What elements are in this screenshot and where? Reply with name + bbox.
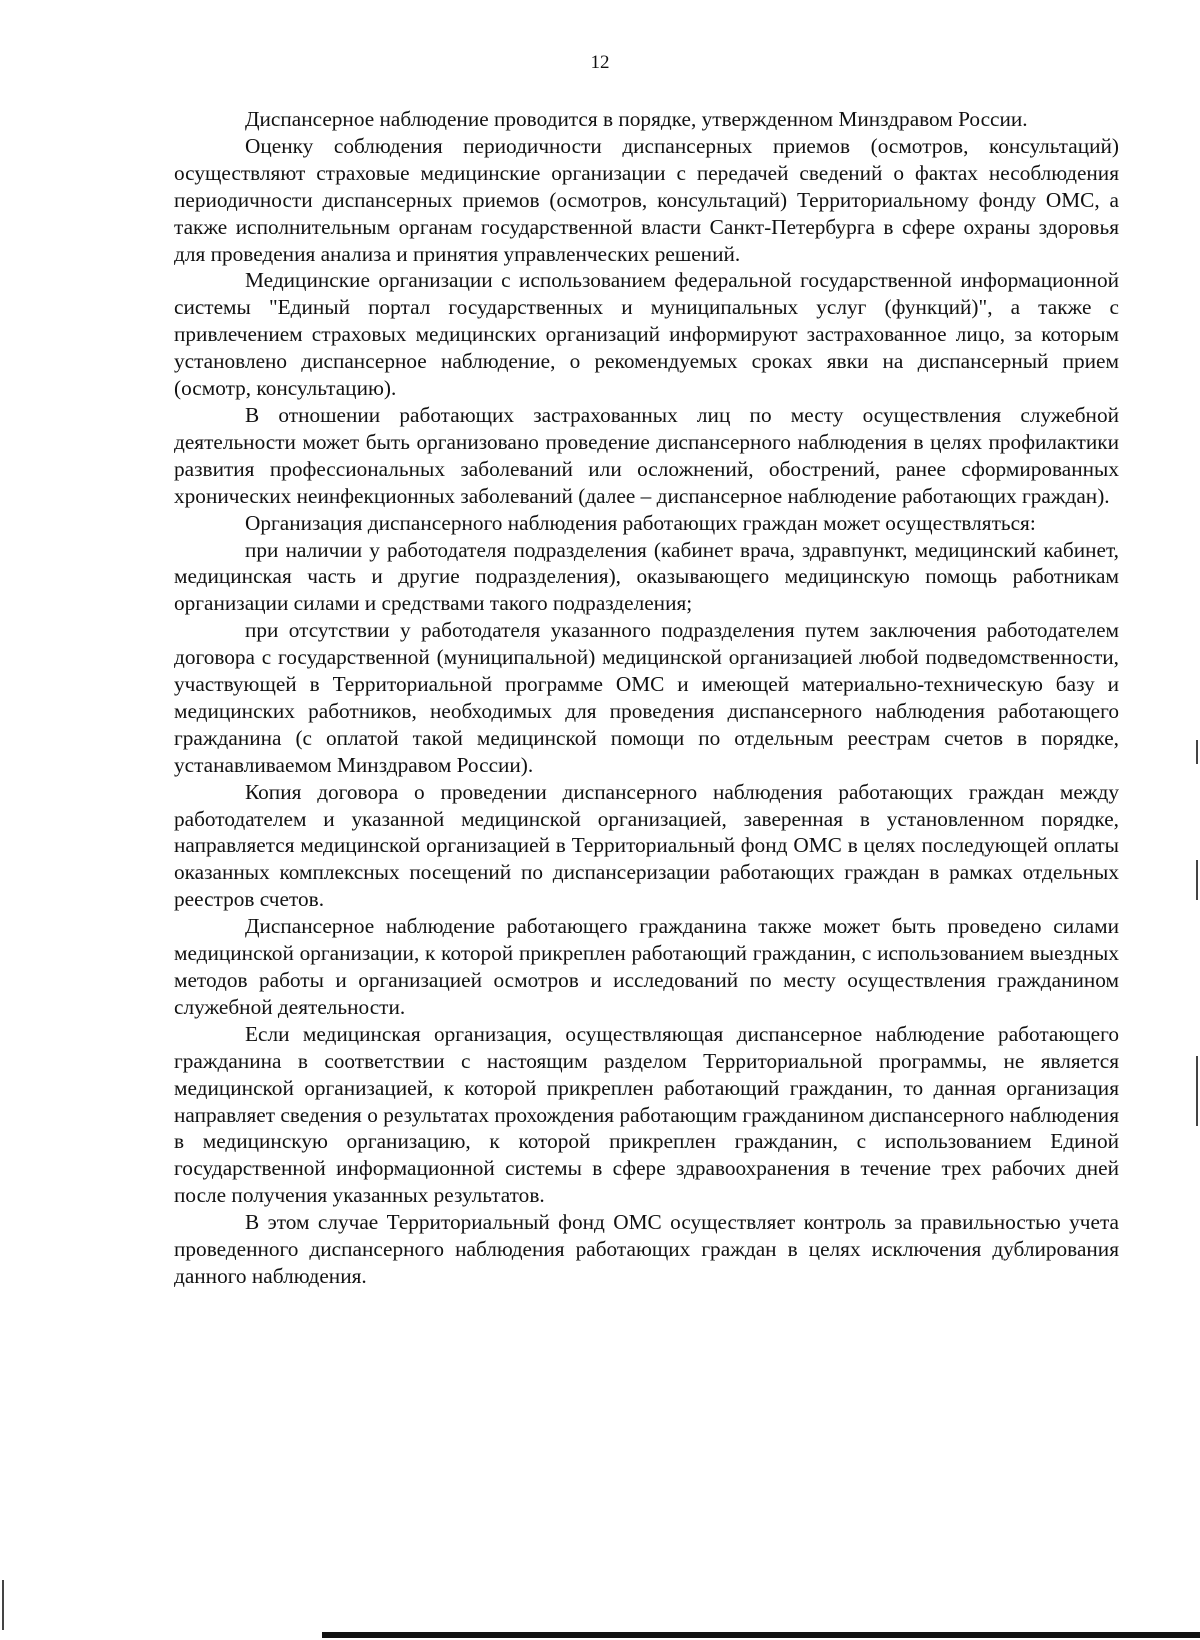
paragraph-attached-organization: Диспансерное наблюдение работающего гражданина также может быть проведено силами медицинской организации, к которой прикреплен работающий гражданин, с использованием выездных методов работы и организацией осмотров и исследований по месту осуществления гражданином служебной деятельности. [174,914,1119,1019]
paragraph-results-transfer: Если медицинская организация, осуществляющая диспансерное наблюдение работающего гражданина в соответствии с настоящим разделом Территориальной программы, не является медицинской организацией, к которой прикреплен работающий гражданин, то данная организация направляет сведения о результатах прохождения работающим гражданином диспансерного наблюдения в медицинскую организацию, к которой прикреплен гражданин, с использованием Единой государственной информационной системы в сфере здравоохранения в течение трех рабочих дней после получения указанных результатов. [174,1021,1119,1208]
document-body [174,106,1119,1290]
paragraph-contract-copy: Копия договора о проведении диспансерного наблюдения работающих граждан между работодателем и указанной медицинской организацией, заверенная в установленном порядке, направляется медицинской организацией в Территориальный фонд ОМС в целях последующей оплаты оказанных комплексных посещений по диспансеризации работающих граждан в рамках отдельных реестров счетов. [174,779,1119,912]
paragraph-employer-unit-absent: при отсутствии у работодателя указанного подразделения путем заключения работодателем договора с государственной (муниципальной) медицинской организацией любой подведомственности, участвующей в Территориальной программе ОМС и имеющей материально-техническую базу и медицинских работников, необходимых для проведения диспансерного наблюдения работающего гражданина (с оплатой такой медицинской помощи по отдельным реестрам счетов в порядке, устанавливаемом Минздравом России). [174,618,1119,777]
paragraph-working-citizens: В отношении работающих застрахованных лиц по месту осуществления служебной деятельности может быть организовано проведение диспансерного наблюдения в целях профилактики развития профессиональных заболеваний или осложнений, обострений, ранее сформированных хронических неинфекционных заболеваний (далее – диспансерное наблюдение работающих граждан). [174,402,1119,508]
scan-bottom-edge [322,1632,1200,1638]
scan-margin-mark [1196,740,1198,764]
paragraph-organization-forms: Организация диспансерного наблюдения работающих граждан может осуществляться: [245,510,1036,535]
scan-margin-mark [1196,860,1198,900]
scan-margin-mark [2,1580,4,1630]
paragraph-informing-insured: Медицинские организации с использованием федеральной государственной информационной системы "Единый портал государственных и муниципальных услуг (функций)", а также с привлечением страховых медицинских организаций информируют застрахованное лицо, за которым установлено диспансерное наблюдение, о рекомендуемых сроках явки на диспансерный прием (осмотр, консультацию). [174,268,1119,401]
paragraph-fund-control: В этом случае Территориальный фонд ОМС осуществляет контроль за правильностью учета проведенного диспансерного наблюдения работающих граждан в целях исключения дублирования данного наблюдения. [174,1210,1119,1288]
paragraph-employer-unit-present: при наличии у работодателя подразделения (кабинет врача, здравпункт, медицинский кабинет, медицинская часть и другие подразделения), оказывающего медицинскую помощь работникам организации силами и средствами такого подразделения; [174,537,1119,616]
paragraph-periodicity-assessment: Оценку соблюдения периодичности диспансерных приемов (осмотров, консультаций) осуществляют страховые медицинские организации с передачей сведений о фактах несоблюдения периодичности диспансерных приемов (осмотров, консультаций) Территориальному фонду ОМС, а также исполнительным органам государственной власти Санкт-Петербурга в сфере охраны здоровья для проведения анализа и принятия управленческих решений. [174,133,1119,266]
page-number: 12 [590,52,610,73]
paragraph-dispensary-procedure: Диспансерное наблюдение проводится в порядке, утвержденном Минздравом России. [245,107,1028,131]
scan-margin-mark [1196,1056,1198,1126]
